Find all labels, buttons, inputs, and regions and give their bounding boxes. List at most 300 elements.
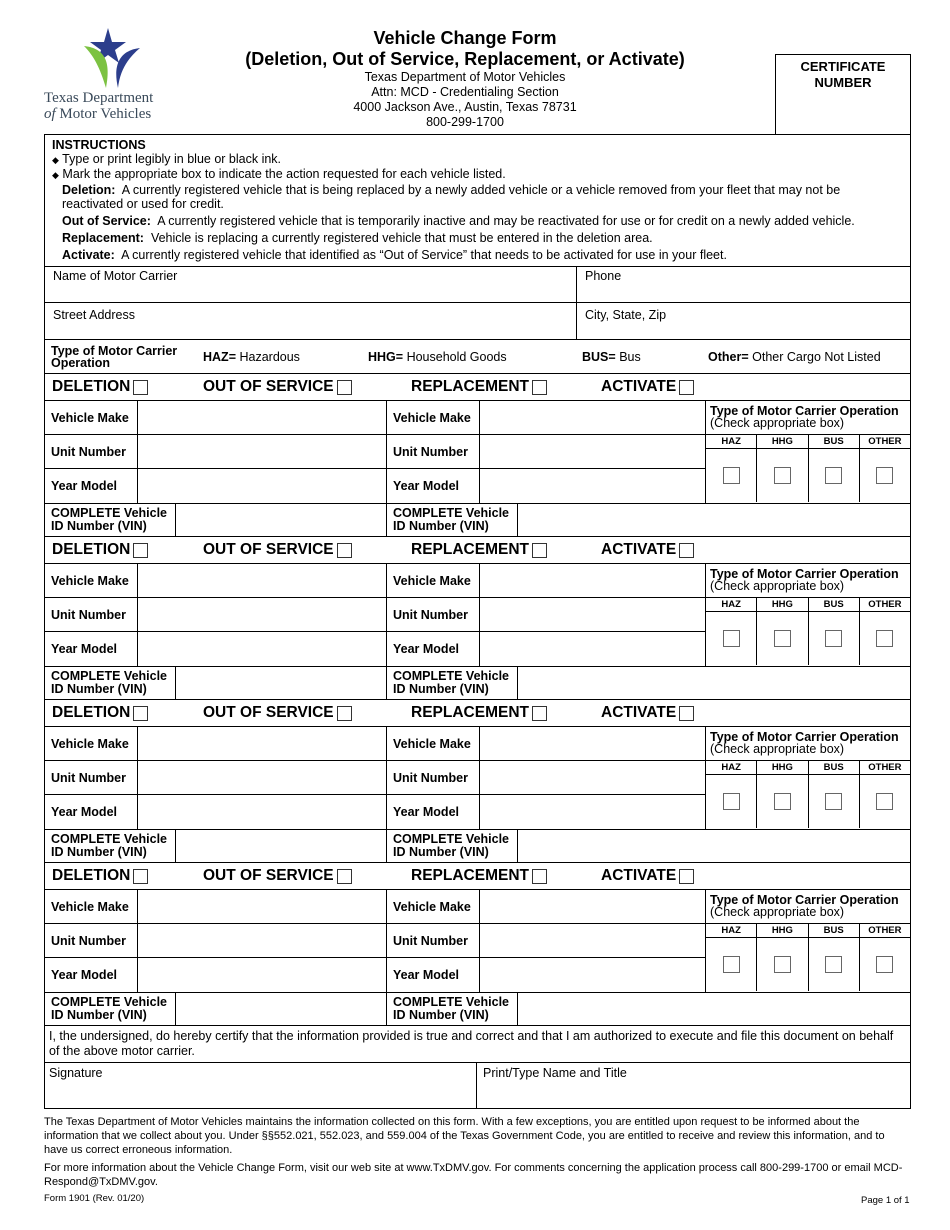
agency-address-line: 4000 Jackson Ave., Austin, Texas 78731 — [353, 100, 577, 114]
unit-number-row — [45, 924, 705, 958]
field-label: Signature — [49, 1066, 103, 1080]
activate-checkbox[interactable] — [679, 380, 694, 395]
action-label: REPLACEMENT — [411, 704, 529, 721]
year-model-label: Year Model — [386, 795, 479, 829]
vehicle-make-label: Vehicle Make — [51, 410, 129, 425]
vehicle-make-row — [45, 727, 705, 761]
year-model-row — [45, 632, 705, 666]
old-year-model-input[interactable] — [137, 632, 386, 666]
operation-type-panel — [705, 890, 910, 992]
vehicle-fields — [45, 890, 705, 992]
vehicle-change-form — [44, 135, 911, 1109]
vehicle-make-row — [45, 890, 705, 924]
old-vin-input[interactable] — [175, 504, 386, 536]
new-vehicle-make-input[interactable] — [479, 890, 705, 923]
replacement-checkbox[interactable] — [532, 543, 547, 558]
legend-haz — [203, 350, 368, 364]
old-vin-input[interactable] — [175, 667, 386, 699]
action-label: OUT OF SERVICE — [203, 541, 334, 558]
street-address-field[interactable] — [45, 303, 576, 339]
new-year-model-input[interactable] — [479, 632, 705, 666]
replacement-option — [375, 867, 555, 885]
vin-label-line: COMPLETE Vehicle — [393, 669, 510, 683]
operation-type-columns — [706, 435, 910, 449]
bus-checkbox[interactable] — [825, 630, 842, 647]
other-checkbox[interactable] — [876, 793, 893, 810]
col-hhg: HHG — [756, 435, 807, 448]
year-model-label: Year Model — [386, 958, 479, 992]
vin-label-line: COMPLETE Vehicle — [51, 669, 168, 683]
year-model-row — [45, 795, 705, 829]
legend-hhg — [368, 350, 582, 364]
operation-type-label: Type of Motor Carrier Operation — [51, 343, 178, 370]
activate-option — [555, 541, 910, 559]
more-info-notice: For more information about the Vehicle Change Form, visit our web site at www.TxDMV.gov. For comments concerning the application process call 800-299-1700 or email MCD-Respond@TxDMV.gov. — [44, 1162, 903, 1188]
definition-out-of-service — [52, 214, 903, 228]
col-haz: HAZ — [721, 599, 741, 610]
haz-checkbox[interactable] — [723, 467, 740, 484]
new-vin-input[interactable] — [517, 504, 910, 536]
vin-label-line: ID Number (VIN) — [393, 682, 489, 696]
signature-field[interactable] — [45, 1063, 476, 1108]
instruction-text: Type or print legibly in blue or black ink. — [62, 152, 282, 166]
unit-number-row — [45, 761, 705, 795]
unit-number-label: Unit Number — [386, 761, 479, 794]
instruction-bullet — [52, 167, 903, 182]
vin-row — [45, 830, 910, 863]
field-label: Street Address — [53, 308, 135, 322]
replacement-checkbox[interactable] — [532, 706, 547, 721]
title-block — [200, 28, 730, 130]
vin-label-line: COMPLETE Vehicle — [51, 832, 168, 846]
action-label: REPLACEMENT — [411, 541, 529, 558]
unit-number-label: Unit Number — [51, 770, 126, 785]
operation-type-checkboxes — [706, 775, 910, 828]
vehicle-fields — [45, 401, 705, 503]
vehicle-make-label: Vehicle Make — [386, 401, 479, 434]
certificate-number-field[interactable] — [775, 54, 911, 135]
other-cell — [859, 938, 910, 991]
vin-label-line: COMPLETE Vehicle — [393, 506, 510, 520]
activate-option — [555, 704, 910, 722]
vin-row — [45, 993, 910, 1026]
action-label: OUT OF SERVICE — [203, 867, 334, 884]
new-unit-number-input[interactable] — [479, 924, 705, 957]
operation-type-checkboxes — [706, 612, 910, 665]
logo-line2: Motor Vehicles — [59, 106, 152, 122]
year-model-label: Year Model — [386, 632, 479, 666]
hhg-checkbox[interactable] — [774, 467, 791, 484]
action-label: DELETION — [52, 378, 131, 395]
legend-value: Other Cargo Not Listed — [752, 349, 881, 364]
vin-row — [45, 504, 910, 537]
new-vin-input[interactable] — [517, 993, 910, 1025]
print-name-title-field[interactable] — [476, 1063, 910, 1108]
old-vehicle-make-input[interactable] — [137, 401, 386, 434]
old-year-model-input[interactable] — [137, 958, 386, 992]
other-cell — [859, 449, 910, 502]
signature-row — [45, 1063, 910, 1109]
heading-sub: (Check appropriate box) — [710, 742, 845, 756]
heading-bold: Type of Motor Carrier Operation — [710, 893, 899, 907]
replacement-option — [375, 541, 555, 559]
agency-address-line: Attn: MCD - Credentialing Section — [371, 85, 559, 99]
hhg-checkbox[interactable] — [774, 630, 791, 647]
definition-term: Replacement: — [62, 231, 144, 245]
vehicle-block — [45, 374, 910, 537]
phone-field[interactable] — [576, 267, 910, 302]
vin-label — [386, 993, 517, 1025]
year-model-row — [45, 958, 705, 992]
haz-cell — [706, 449, 756, 502]
heading-bold: Type of Motor Carrier Operation — [710, 567, 899, 581]
definition-deletion — [52, 183, 903, 211]
out-of-service-checkbox[interactable] — [337, 543, 352, 558]
operation-type-checkboxes — [706, 938, 910, 991]
col-hhg: HHG — [756, 924, 807, 937]
unit-number-label: Unit Number — [386, 924, 479, 957]
vehicle-make-row — [45, 564, 705, 598]
vin-label — [45, 504, 175, 536]
logo-line1: Texas Department — [44, 90, 154, 106]
vehicle-block — [45, 863, 910, 1026]
certificate-number-label: CERTIFICATE NUMBER — [800, 59, 886, 90]
year-model-label: Year Model — [51, 479, 117, 493]
vin-label-line: ID Number (VIN) — [51, 519, 147, 533]
old-unit-number-input[interactable] — [137, 761, 386, 794]
deletion-checkbox[interactable] — [133, 543, 148, 558]
vin-label-line: COMPLETE Vehicle — [393, 995, 510, 1009]
legend-other — [708, 350, 910, 364]
hhg-checkbox[interactable] — [774, 956, 791, 973]
vin-label — [45, 993, 175, 1025]
legend-key: HAZ= — [203, 349, 236, 364]
old-unit-number-input[interactable] — [137, 598, 386, 631]
definition-text: A currently registered vehicle that is being replaced by a newly added vehicle or a vehicle removed from your fleet that may not be reactivated or used for credit. — [62, 183, 841, 211]
haz-cell — [706, 775, 756, 828]
other-checkbox[interactable] — [876, 630, 893, 647]
vehicle-make-row — [45, 401, 705, 435]
operation-type-heading — [706, 401, 910, 435]
field-label: Phone — [585, 269, 622, 283]
definition-term: Out of Service: — [62, 214, 151, 228]
action-label: ACTIVATE — [601, 541, 677, 558]
out-of-service-checkbox[interactable] — [337, 380, 352, 395]
vin-label — [386, 504, 517, 536]
unit-number-label: Unit Number — [51, 444, 126, 459]
legend-value: Household Goods — [406, 349, 507, 364]
activate-checkbox[interactable] — [679, 543, 694, 558]
old-vehicle-make-input[interactable] — [137, 727, 386, 760]
privacy-notice: The Texas Department of Motor Vehicles maintains the information collected on this form. With a few exceptions, you are entitled upon request to be informed about the information that we collect about you. Under §§552.021, 552.023, and 559.004 of the Texas Government Code, you are entitled to receive and review this information, and to have us correct erroneous information. — [44, 1116, 885, 1156]
vin-label-line: COMPLETE Vehicle — [51, 506, 168, 520]
logo-wordmark — [44, 90, 153, 122]
deletion-checkbox[interactable] — [133, 380, 148, 395]
action-row — [45, 537, 910, 564]
page-number: Page 1 of 1 — [861, 1195, 910, 1206]
diamond-bullet-icon: ◆ — [52, 170, 59, 180]
agency-address-line: 800-299-1700 — [426, 115, 504, 129]
definition-replacement — [52, 231, 903, 245]
new-vehicle-make-input[interactable] — [479, 401, 705, 434]
deletion-option — [45, 704, 195, 722]
instructions-section — [45, 135, 910, 267]
new-year-model-input[interactable] — [479, 469, 705, 503]
deletion-option — [45, 867, 195, 885]
city-state-zip-field[interactable] — [576, 303, 910, 339]
out-of-service-option — [195, 541, 375, 559]
carrier-name-row — [45, 267, 910, 303]
hhg-cell — [756, 775, 807, 828]
vehicle-details — [45, 401, 910, 504]
year-model-label: Year Model — [51, 968, 117, 982]
col-haz: HAZ — [721, 762, 741, 773]
deletion-checkbox[interactable] — [133, 869, 148, 884]
haz-checkbox[interactable] — [723, 793, 740, 810]
operation-type-panel — [705, 564, 910, 666]
definition-text: A currently registered vehicle that is temporarily inactive and may be reactivated for use or for credit on a newly added vehicle. — [157, 214, 855, 228]
instructions-heading: INSTRUCTIONS — [52, 138, 146, 152]
replacement-checkbox[interactable] — [532, 869, 547, 884]
action-label: DELETION — [52, 541, 131, 558]
haz-checkbox[interactable] — [723, 956, 740, 973]
txdmv-logo — [40, 28, 185, 128]
heading-sub: (Check appropriate box) — [710, 416, 845, 430]
vin-label-line: ID Number (VIN) — [51, 682, 147, 696]
vehicle-make-label: Vehicle Make — [386, 727, 479, 760]
instruction-bullet — [52, 152, 903, 167]
vehicle-details — [45, 727, 910, 830]
hhg-cell — [756, 938, 807, 991]
out-of-service-option — [195, 867, 375, 885]
heading-sub: (Check appropriate box) — [710, 579, 845, 593]
certification-statement: I, the undersigned, do hereby certify that the information provided is true and correct and that I am authorized to execute and file this document on behalf of the above motor carrier. — [45, 1026, 910, 1063]
col-bus: BUS — [808, 761, 859, 774]
vin-row — [45, 667, 910, 700]
haz-cell — [706, 612, 756, 665]
bus-cell — [808, 449, 859, 502]
legend-bus — [582, 350, 708, 364]
bus-checkbox[interactable] — [825, 956, 842, 973]
heading-sub: (Check appropriate box) — [710, 905, 845, 919]
operation-type-heading — [706, 727, 910, 761]
new-unit-number-input[interactable] — [479, 761, 705, 794]
out-of-service-option — [195, 378, 375, 396]
operation-type-columns — [706, 761, 910, 775]
unit-number-row — [45, 435, 705, 469]
old-vin-input[interactable] — [175, 830, 386, 862]
deletion-option — [45, 541, 195, 559]
col-other: OTHER — [859, 761, 910, 774]
form-header — [0, 0, 950, 135]
bus-checkbox[interactable] — [825, 793, 842, 810]
action-row — [45, 374, 910, 401]
action-label: ACTIVATE — [601, 867, 677, 884]
other-checkbox[interactable] — [876, 467, 893, 484]
hhg-cell — [756, 449, 807, 502]
hhg-cell — [756, 612, 807, 665]
vin-label-line: ID Number (VIN) — [51, 1008, 147, 1022]
activate-checkbox[interactable] — [679, 706, 694, 721]
legend-value: Bus — [619, 349, 641, 364]
vehicle-block — [45, 700, 910, 863]
action-label: ACTIVATE — [601, 704, 677, 721]
col-bus: BUS — [808, 924, 859, 937]
col-other: OTHER — [859, 924, 910, 937]
bus-cell — [808, 612, 859, 665]
old-unit-number-input[interactable] — [137, 924, 386, 957]
col-haz: HAZ — [721, 436, 741, 447]
definition-activate — [52, 248, 903, 262]
action-label: REPLACEMENT — [411, 867, 529, 884]
vin-label-line: COMPLETE Vehicle — [51, 995, 168, 1009]
unit-number-label: Unit Number — [386, 435, 479, 468]
vin-label — [386, 667, 517, 699]
vin-label — [45, 667, 175, 699]
vehicle-block — [45, 537, 910, 700]
col-bus: BUS — [808, 435, 859, 448]
activate-option — [555, 378, 910, 396]
vehicle-make-label: Vehicle Make — [51, 736, 129, 751]
field-label: City, State, Zip — [585, 308, 667, 322]
action-label: ACTIVATE — [601, 378, 677, 395]
definition-text: Vehicle is replacing a currently registered vehicle that must be entered in the deletion area. — [150, 231, 653, 245]
action-label: DELETION — [52, 867, 131, 884]
form-title: Vehicle Change Form — [373, 28, 557, 48]
logo-of: of — [44, 106, 56, 122]
diamond-bullet-icon: ◆ — [52, 155, 59, 165]
new-year-model-input[interactable] — [479, 958, 705, 992]
legend-key: HHG= — [368, 349, 404, 364]
instruction-text: Mark the appropriate box to indicate the action requested for each vehicle listed. — [62, 167, 506, 181]
operation-type-checkboxes — [706, 449, 910, 502]
legend-key: BUS= — [582, 349, 616, 364]
year-model-label: Year Model — [51, 642, 117, 656]
vehicle-fields — [45, 564, 705, 666]
old-year-model-input[interactable] — [137, 469, 386, 503]
action-label: OUT OF SERVICE — [203, 704, 334, 721]
operation-type-panel — [705, 401, 910, 503]
vehicle-blocks — [45, 374, 910, 1026]
operation-type-columns — [706, 598, 910, 612]
other-checkbox[interactable] — [876, 956, 893, 973]
operation-type-heading — [706, 564, 910, 598]
other-cell — [859, 612, 910, 665]
form-number: Form 1901 (Rev. 01/20) — [44, 1193, 145, 1204]
field-label: Print/Type Name and Title — [483, 1066, 627, 1080]
bus-cell — [808, 775, 859, 828]
old-vehicle-make-input[interactable] — [137, 890, 386, 923]
vehicle-make-label: Vehicle Make — [51, 899, 129, 914]
new-unit-number-input[interactable] — [479, 598, 705, 631]
operation-type-panel — [705, 727, 910, 829]
replacement-option — [375, 378, 555, 396]
col-other: OTHER — [859, 435, 910, 448]
activate-checkbox[interactable] — [679, 869, 694, 884]
deletion-option — [45, 378, 195, 396]
new-vehicle-make-input[interactable] — [479, 727, 705, 760]
bus-checkbox[interactable] — [825, 467, 842, 484]
definition-text: A currently registered vehicle that identified as “Out of Service” that needs to be activated for use in your fleet. — [121, 248, 727, 262]
haz-cell — [706, 938, 756, 991]
old-unit-number-input[interactable] — [137, 435, 386, 468]
out-of-service-checkbox[interactable] — [337, 869, 352, 884]
col-other: OTHER — [859, 598, 910, 611]
carrier-address-row — [45, 303, 910, 340]
unit-number-label: Unit Number — [51, 607, 126, 622]
col-haz: HAZ — [721, 925, 741, 936]
old-vin-input[interactable] — [175, 993, 386, 1025]
bus-cell — [808, 938, 859, 991]
operation-type-heading — [706, 890, 910, 924]
col-hhg: HHG — [756, 761, 807, 774]
year-model-row — [45, 469, 705, 503]
form-subtitle: (Deletion, Out of Service, Replacement, or Activate) — [245, 49, 685, 69]
deletion-checkbox[interactable] — [133, 706, 148, 721]
vehicle-make-label: Vehicle Make — [51, 573, 129, 588]
activate-option — [555, 867, 910, 885]
unit-number-row — [45, 598, 705, 632]
heading-bold: Type of Motor Carrier Operation — [710, 730, 899, 744]
action-label: DELETION — [52, 704, 131, 721]
vehicle-details — [45, 890, 910, 993]
star-swoosh-icon — [82, 28, 142, 90]
operation-type-legend — [45, 340, 910, 374]
vehicle-details — [45, 564, 910, 667]
definition-term: Deletion: — [62, 183, 116, 197]
hhg-checkbox[interactable] — [774, 793, 791, 810]
vin-label — [386, 830, 517, 862]
vehicle-make-label: Vehicle Make — [386, 564, 479, 597]
legend-key: Other= — [708, 349, 749, 364]
replacement-checkbox[interactable] — [532, 380, 547, 395]
new-vin-input[interactable] — [517, 667, 910, 699]
out-of-service-checkbox[interactable] — [337, 706, 352, 721]
out-of-service-option — [195, 704, 375, 722]
new-vehicle-make-input[interactable] — [479, 564, 705, 597]
definition-term: Activate: — [62, 248, 115, 262]
new-year-model-input[interactable] — [479, 795, 705, 829]
replacement-option — [375, 704, 555, 722]
vehicle-make-label: Vehicle Make — [386, 890, 479, 923]
col-bus: BUS — [808, 598, 859, 611]
col-hhg: HHG — [756, 598, 807, 611]
vin-label-line: ID Number (VIN) — [393, 845, 489, 859]
unit-number-label: Unit Number — [51, 933, 126, 948]
old-vehicle-make-input[interactable] — [137, 564, 386, 597]
vin-label-line: ID Number (VIN) — [393, 519, 489, 533]
motor-carrier-name-field[interactable] — [45, 267, 576, 302]
vin-label-line: ID Number (VIN) — [393, 1008, 489, 1022]
heading-bold: Type of Motor Carrier Operation — [710, 404, 899, 418]
footer — [44, 1115, 911, 1193]
legend-value: Hazardous — [239, 349, 300, 364]
year-model-label: Year Model — [386, 469, 479, 503]
vin-label-line: COMPLETE Vehicle — [393, 832, 510, 846]
agency-address-line: Texas Department of Motor Vehicles — [364, 70, 566, 84]
new-vin-input[interactable] — [517, 830, 910, 862]
year-model-label: Year Model — [51, 805, 117, 819]
vin-label-line: ID Number (VIN) — [51, 845, 147, 859]
old-year-model-input[interactable] — [137, 795, 386, 829]
haz-checkbox[interactable] — [723, 630, 740, 647]
vehicle-fields — [45, 727, 705, 829]
new-unit-number-input[interactable] — [479, 435, 705, 468]
unit-number-label: Unit Number — [386, 598, 479, 631]
action-row — [45, 700, 910, 727]
vin-label — [45, 830, 175, 862]
field-label: Name of Motor Carrier — [53, 269, 178, 283]
